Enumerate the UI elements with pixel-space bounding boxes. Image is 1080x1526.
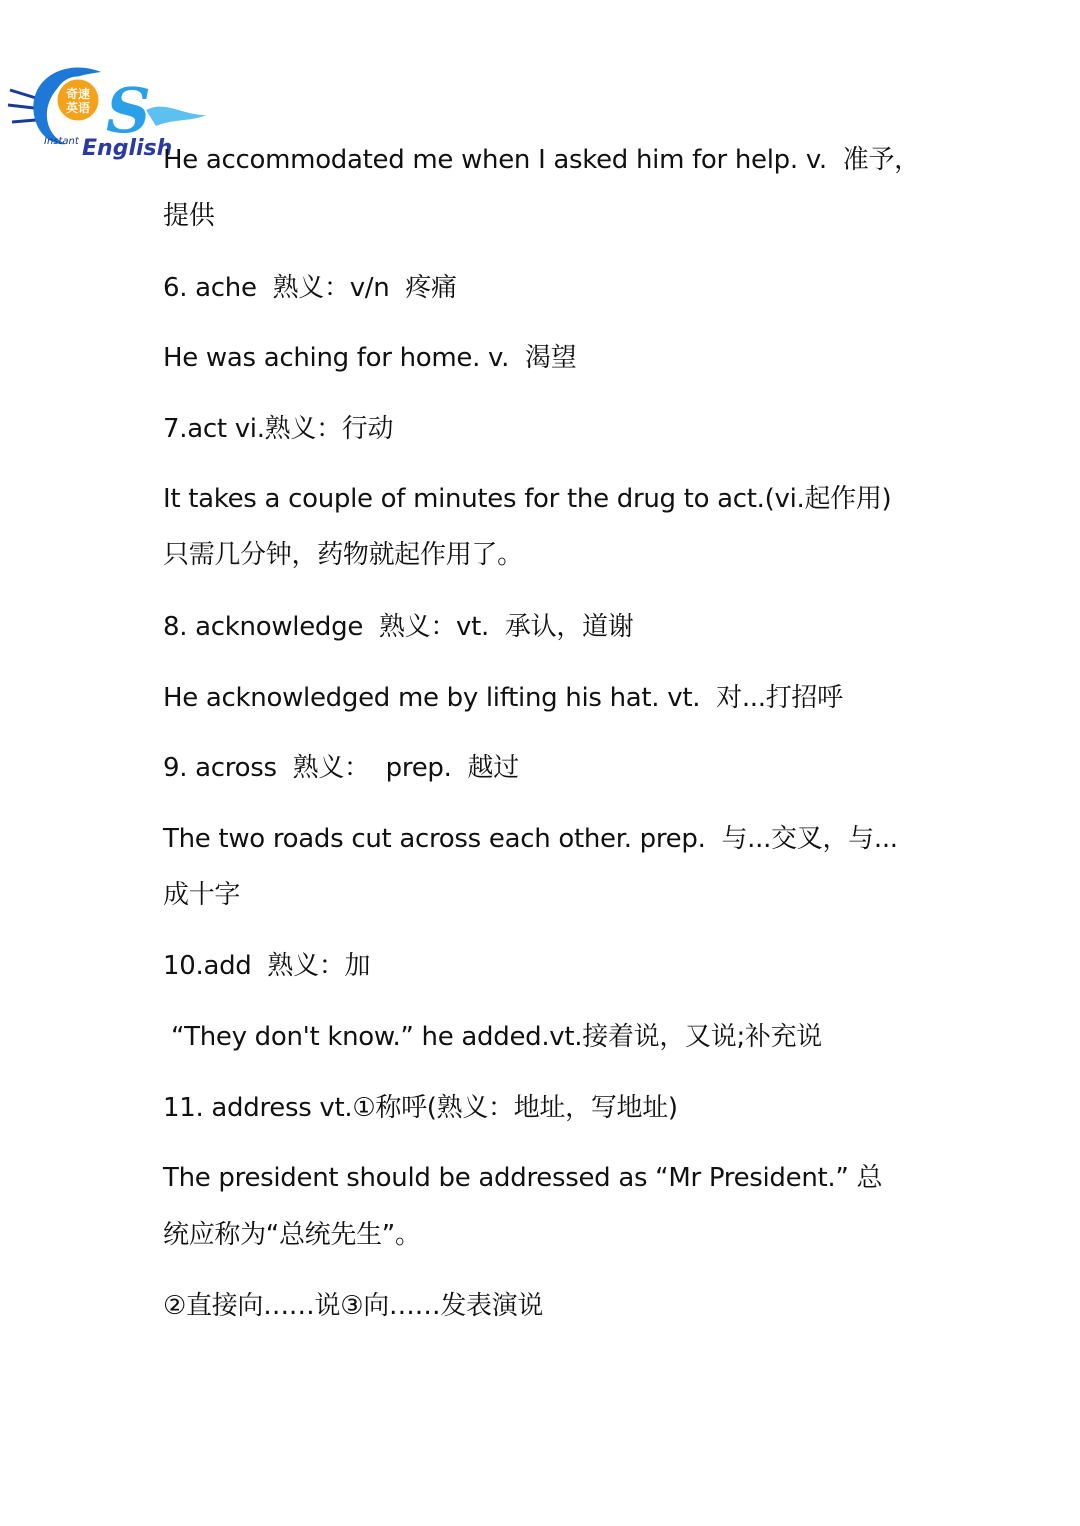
text-line: He was aching for home. v. 渴望 [163, 343, 577, 373]
svg-text:S: S [106, 74, 151, 147]
text-line: It takes a couple of minutes for the drug to act.(vi.起作用) [163, 484, 892, 514]
text-line: 8. acknowledge 熟义：vt. 承认，道谢 [163, 612, 634, 642]
text-line: “They don't know.” he added.vt.接着说，又说;补充说 [163, 1022, 823, 1052]
text-line: 只需几分钟，药物就起作用了。 [163, 540, 523, 570]
text-line: 11. address vt.①称呼(熟义：地址，写地址) [163, 1093, 678, 1123]
text-line: 提供 [163, 201, 215, 231]
text-line: 9. across 熟义： prep. 越过 [163, 753, 519, 783]
text-line: He acknowledged me by lifting his hat. vt. 对...打招呼 [163, 683, 843, 713]
text-line: 成十字 [163, 880, 241, 910]
text-line: 统应称为“总统先生”。 [163, 1220, 421, 1250]
svg-text:English: English [82, 136, 173, 161]
text-line: 6. ache 熟义：v/n 疼痛 [163, 273, 457, 303]
text-line: He accommodated me when I asked him for help. v. 准予， [163, 145, 920, 175]
text-line: 10.add 熟义：加 [163, 951, 371, 981]
svg-text:奇速: 奇速 [65, 87, 91, 101]
text-line: ②直接向……说③向……发表演说 [163, 1291, 544, 1321]
svg-text:Instant: Instant [44, 136, 79, 147]
text-line: The president should be addressed as “Mr President.” 总 [163, 1163, 883, 1193]
svg-text:英语: 英语 [65, 101, 91, 115]
text-line: 7.act vi.熟义：行动 [163, 414, 394, 444]
text-line: The two roads cut across each other. prep. 与...交叉，与... [163, 824, 898, 854]
